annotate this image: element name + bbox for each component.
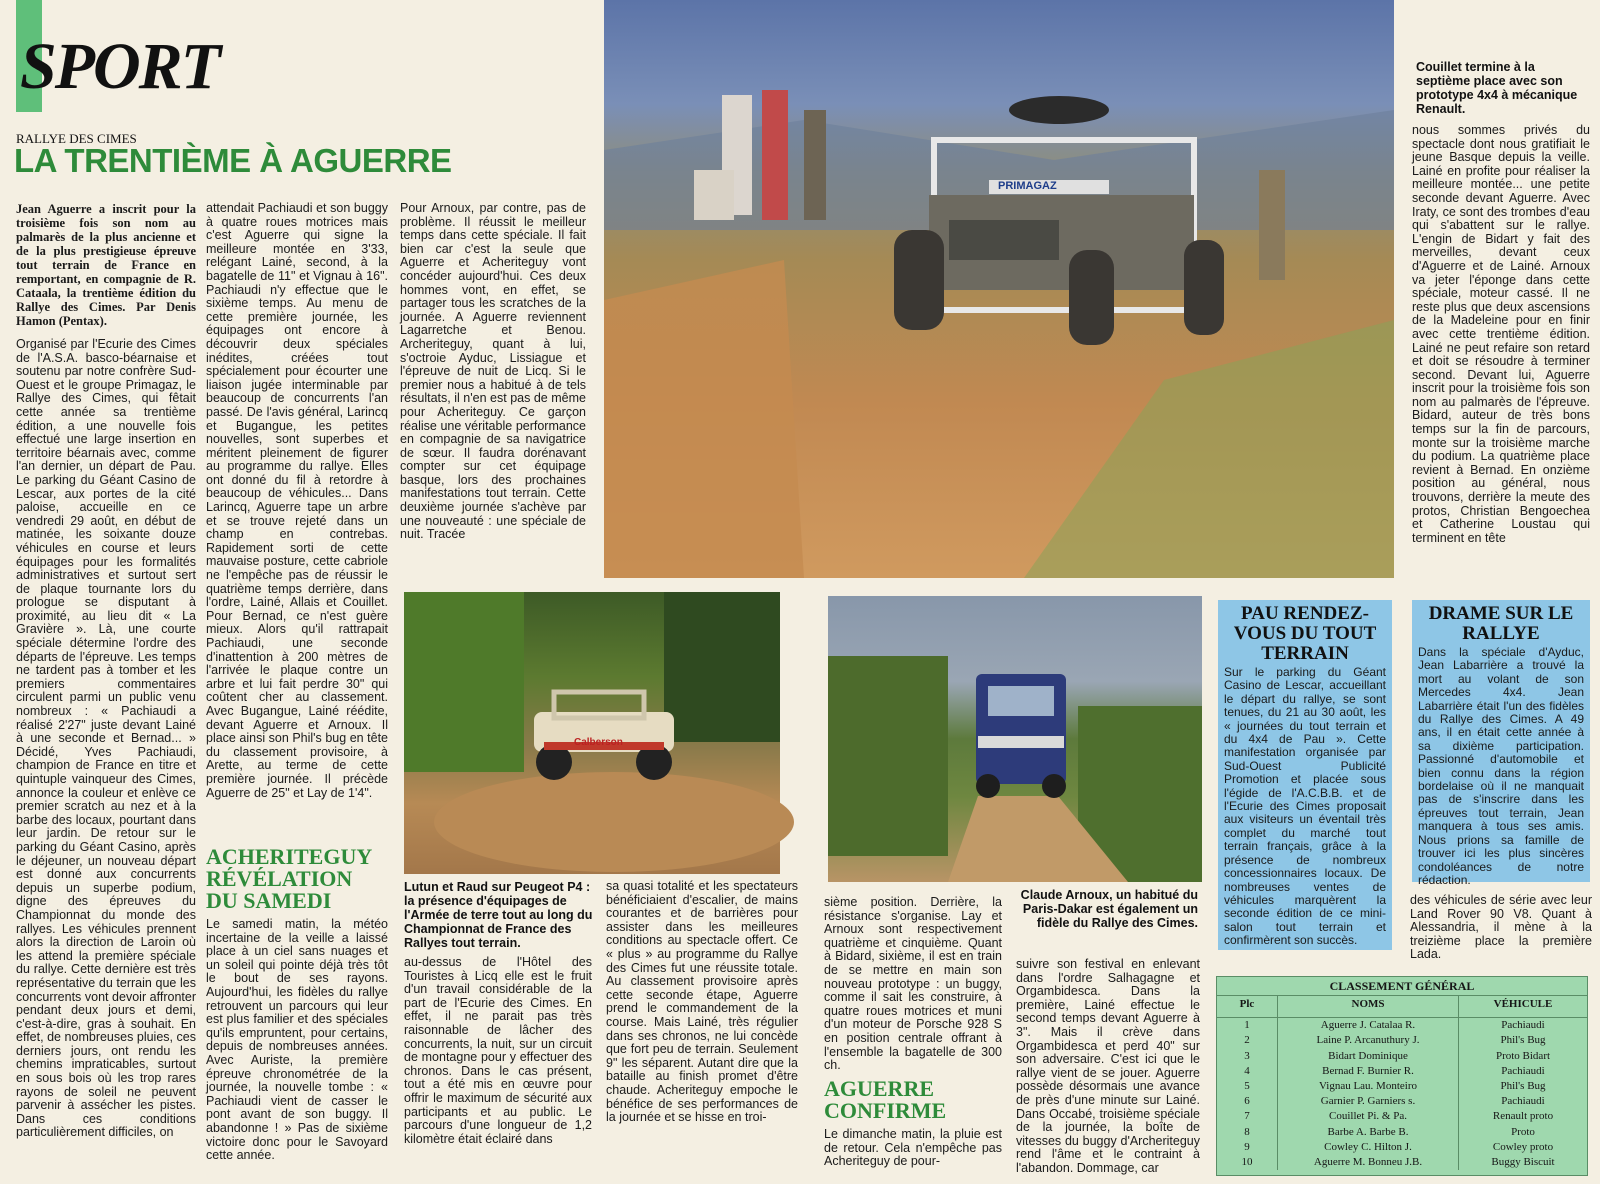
body-text: Le samedi matin, la météo incertaine de la veille a laissé place à un ciel sans nuages et un soleil qui pointe déjà très tôt le bout de ses rayons. Aujourd'hui, les fidèles du rallye retrouvent un parcours qui leur est plus familier et des spéciales qu'ils empruntent, pour certains, depuis de nombreuses années. Avec Auriste, la première épreuve chronométrée de la journée, la nouvelle tombe : « Pachiaudi vient de casser le pont avant de son buggy. Il abandonne ! » Pas de sixième victoire donc pour le Savoyard cette année.	[206, 917, 388, 1163]
cell-nom: Bernad F. Burnier R.	[1278, 1064, 1459, 1079]
cell-nom: Garnier P. Garniers s.	[1278, 1094, 1459, 1109]
cell-vehicule: Phil's Bug	[1500, 1034, 1546, 1047]
sidebar-box-pau	[1218, 600, 1392, 950]
cell-plc: 9	[1217, 1140, 1278, 1155]
cell-plc: 6	[1217, 1094, 1278, 1109]
cell-nom: Aguerre M. Bonneu J.B.	[1278, 1155, 1459, 1170]
cell-nom: Aguerre J. Catalaa R.	[1278, 1018, 1459, 1034]
cell-plc: 1	[1217, 1018, 1278, 1034]
cell-vehicule: Pachiaudi	[1501, 1095, 1545, 1108]
cell-plc: 10	[1217, 1155, 1278, 1170]
photo-arnoux	[828, 596, 1202, 882]
body-text: des véhicules de série avec leur Land Rover 90 V8. Quant à Alessandria, il mène à la treizième place la première Lada.	[1410, 893, 1592, 962]
caption-couillet: Couillet termine à la septième place avec son prototype 4x4 à mécanique Renault.	[1416, 60, 1578, 116]
table-row	[1217, 1033, 1587, 1048]
vehicle-sponsor-label: PRIMAGAZ	[998, 180, 1057, 192]
body-text: sa quasi totalité et les spectateurs bénéficiaient d'escalier, de mains courantes et de barrières pour assister dans les meilleures conditions au spectacle offert. Ce « plus » au programme du Rallye des Cimes fut une réussite totale. Au classement provisoire après cette seconde étape, Aguerre prend le commandement de la course. Mais Lainé, très régulier dans ses chronos, ne lui concède que fort peu de terrain. Seulement 9" les séparent. Autant dire que la bataille au finish promet d'être chaude. Acheriteguy empoche le bénéfice de ses performances de la journée et se hisse en troi-	[606, 879, 798, 1125]
classement-table	[1217, 996, 1587, 1170]
cell-vehicule: Proto	[1511, 1125, 1535, 1138]
article-column-2b	[206, 842, 388, 1180]
lede: Jean Aguerre a inscrit pour la troisième fois son nom au palmarès de la plus ancienne et de la plus prestigieuse épreuve tout terrain de France en remportant, en compagnie de R. Cataala, la trentième édition du Rallye des Cimes. Par Denis Hamon (Pentax).	[16, 202, 196, 328]
section-title: SPORT	[20, 30, 220, 103]
article-column-5	[824, 895, 1002, 1073]
article-column-8	[1410, 894, 1592, 964]
cell-vehicule: Pachiaudi	[1501, 1019, 1545, 1032]
table-row	[1217, 1079, 1587, 1094]
cell-nom: Bidart Dominique	[1278, 1049, 1459, 1064]
article-column-7	[1412, 124, 1590, 580]
cell-plc: 5	[1217, 1079, 1278, 1094]
cell-plc: 2	[1217, 1033, 1278, 1048]
cell-plc: 4	[1217, 1064, 1278, 1079]
article-column-5b	[824, 1074, 1002, 1180]
photo-scene	[828, 596, 1202, 882]
cell-nom: Laine P. Arcanuthury J.	[1278, 1033, 1459, 1048]
cell-plc: 8	[1217, 1125, 1278, 1140]
car-sponsor-label: Calberson	[574, 737, 623, 748]
cell-vehicule: Proto Bidart	[1495, 1049, 1551, 1062]
table-row	[1217, 1064, 1587, 1079]
caption-lutun: Lutun et Raud sur Peugeot P4 : la présence d'équipages de l'Armée de terre tout au long du Championnat de France des Rallyes tout terrain.	[404, 880, 593, 950]
article-column-3b	[404, 956, 592, 1180]
photo-lutun-peugeot	[404, 592, 780, 874]
body-text: au-dessus de l'Hôtel des Touristes à Licq elle est le fruit d'un travail considérable de la part de l'Ecurie des Cimes. En effet, il ne parait pas très raisonnable de lâcher des concurrents, la nuit, sur un circuit de montagne pour y effectuer des chronos. Dans le cas présent, tout a été mis en œuvre pour offrir le maximum de sécurité aux participants et au public. Le parcours d'une longueur de 1,2 kilomètre était éclairé dans	[404, 955, 592, 1146]
subhead-acheriteguy: ACHERITEGUY RÉVÉLATION DU SAMEDI	[206, 844, 373, 913]
table-row	[1217, 1109, 1587, 1124]
table-row	[1217, 1018, 1587, 1034]
box-pau-text: Sur le parking du Géant Casino de Lescar, accueillant le départ du rallye, se sont tenues, du 21 au 30 août, les « journées du tout terrain et du 4x4 de Pau ». Cette manifestation organisée par Sud-Ouest Publicité Promotion et placée sous l'égide de l'A.C.B.B. et de l'Ecurie des Cimes proposait aux visiteurs un éventail très complet du marché tout terrain français, grâce à la présence de nombreux concessionnaires locaux. De nombreuses ventes de véhicules marquèrent la seconde édition de ce mini-salon tout terrain et confirmèrent son succès.	[1224, 665, 1386, 948]
cell-plc: 3	[1217, 1049, 1278, 1064]
photo-scene	[404, 592, 780, 874]
rubric: RALLYE DES CIMES	[16, 131, 137, 146]
header-noms: NOMS	[1278, 996, 1459, 1018]
buggy-car	[534, 692, 674, 780]
cell-vehicule: Cowley proto	[1492, 1140, 1554, 1153]
box-drame-title: DRAME SUR LE RALLYE	[1428, 603, 1574, 644]
cell-vehicule: Phil's Bug	[1500, 1080, 1546, 1093]
photo-main-rally	[604, 0, 1394, 578]
box-pau-title: PAU RENDEZ-VOUS DU TOUT TERRAIN	[1233, 603, 1377, 664]
body-text: Le dimanche matin, la pluie est de retour. Cela n'empêche pas Acheriteguy de pour-	[824, 1127, 1002, 1169]
table-row	[1217, 1125, 1587, 1140]
cell-vehicule: Buggy Biscuit	[1491, 1156, 1555, 1169]
table-row	[1217, 1140, 1587, 1155]
caption-arnoux: Claude Arnoux, un habitué du Paris-Dakar est également un fidèle du Rallye des Cimes.	[1020, 888, 1198, 930]
photo-scene	[604, 0, 1394, 578]
table-header-row	[1217, 996, 1587, 1018]
rally-4x4-vehicle	[894, 96, 1224, 345]
article-column-3	[400, 202, 586, 580]
cell-vehicule: Pachiaudi	[1501, 1064, 1545, 1077]
cell-nom: Barbe A. Barbe B.	[1278, 1125, 1459, 1140]
body-text: Organisé par l'Ecurie des Cimes de l'A.S.A. basco-béarnaise et soutenu par notre confrère Sud-Ouest et le groupe Primagaz, le Rallye des Cimes, qui fêtait cette année sa trentième édition, a une nouvelle fois effectué une large insertion en territoire béarnais avec, comme l'an dernier, un départ de Pau. Le parking du Géant Casino de Lescar, aux portes de la cité paloise, accueille en ce vendredi 29 août, en début de matinée, les soixante douze véhicules en course et leurs équipages pour les formalités administratives et surtout sert de plaque tournante lors du prologue se disputant à proximité, au lieu dit « La Gravière ». Là, une courte spéciale détermine l'ordre des départs de l'épreuve. Les temps ne tardent pas à tomber et les premiers commentaires circulent parmi un public venu nombreux : « Pachiaudi a réalisé 2'27" juste devant Lainé à une seconde et Bernad... » Décidé, Yves Pachiaudi, champion de France en titre et quintuple vainqueur des Cimes, annonce la couleur et enlève ce premier scratch au nez et à la barbe des locaux, pourtant dans leur jardin. De retour sur le parking du Géant Casino, après le déjeuner, un nouveau départ est donné aux concurrents depuis un superbe podium, digne des épreuves du Championnat du monde des rallyes. Les véhicules prennent alors la direction de Laroin où les attend la première spéciale du rallye. Cette dernière est très représentative du terrain que les concurrents vont devoir affronter pendant deux jours et demi, c'est-à-dire, gras à souhait. En effet, de nombreuses pluies, ces derniers jours, ont rendu les chemins impraticables, surtout en sous bois où les trop rares rayons de soleil ne peuvent parvenir à assécher les pistes. Dans ces conditions particulièrement difficiles, on	[16, 337, 196, 1140]
body-text: Pour Arnoux, par contre, pas de problème. Il réussit le meilleur temps dans cette spéciale. Il fait bien car c'est la seule que Aguerre et Acheriteguy vont concéder aujourd'hui. Ces deux hommes vont, en effet, se partager tous les scratches de la journée. A Aguerre reviennent Lagarretche et Benou. Archeriteguy, quant à lui, s'octroie Ayduc, Lissiague et l'épreuve de nuit de Licq. Si le premier nous a habitué à de tels résultats, il n'en est pas de même pour Acheriteguy. Ce garçon réalise une véritable performance en compagnie de sa navigatrice de sœur. Il faudra dorénavant compter sur cet équipage basque, lors des prochaines manifestations tout terrain. Cette deuxième journée s'achève par une nouveauté : une spéciale de nuit. Tracée	[400, 201, 586, 542]
mercedes-4x4	[976, 674, 1066, 798]
headline: LA TRENTIÈME À AGUERRE	[14, 142, 452, 179]
body-text: sième position. Derrière, la résistance s'organise. Lay et Arnoux sont respectivement quatrième et cinquième. Quant à Bidard, sixième, il est en train de se mettre en main son nouveau prototype : un buggy, comme il sait les construire, à quatre roues motrices et muni d'un moteur de Porsche 928 S en position centrale offrant à l'ensemble la bagatelle de 300 ch.	[824, 895, 1002, 1073]
cell-plc: 7	[1217, 1109, 1278, 1124]
body-text: attendait Pachiaudi et son buggy à quatre roues motrices mais c'est Aguerre qui signe la meilleure montée en 3'33, relégant Lainé, second, à la bagatelle de 11" et Vignau à 16". Pachiaudi n'y effectue que le sixième temps. Au menu de cette première journée, les équipages ont encore à découvrir deux spéciales inédites, créées tout spécialement pour écourter une liaison jugée interminable par beaucoup de concurrents l'an passé. De l'avis général, Larincq et Bugangue, les petites nouvelles, sont superbes et méritent pleinement de figurer au programme du rallye. Elles ont donné du fil à retordre à beaucoup de véhicules... Dans Larincq, Aguerre tape un arbre et se trouve rejeté dans un champ en contrebas. Rapidement sorti de cette mauvaise posture, cette cabriole ne l'empêche pas de réussir le quatrième temps derrière, dans l'ordre, Lainé, Allais et Couillet. Pour Bernad, ce n'est guère mieux. Alors qu'il rattrapait Pachiaudi, une seconde d'inattention à 200 mètres de l'arrivée le plaque contre un arbre et lui fait perdre 30" qui coûtent cher au classement. Avec Bugangue, Lainé réédite, devant Aguerre et Arnoux. Il place ainsi son Phil's bug en tête du classement provisoire, à Arette, au terme de cette première journée. Il précède Aguerre de 25" et Lay de 1'4".	[206, 201, 388, 800]
cell-nom: Couillet Pi. & Pa.	[1278, 1109, 1459, 1124]
body-text: nous sommes privés du spectacle dont nous gratifiait le jeune Basque depuis la veille. Lainé en profite pour réaliser la meilleure montée... une petite seconde devant Aguerre. Avec Iraty, ce sont des trombes d'eau qui s'abattent sur le rallye. L'engin de Bidart y fait des merveilles, devant ceux d'Aguerre et de Lainé. Arnoux va jeter l'éponge dans cette spéciale, moteur cassé. Il ne reste plus que deux ascensions de la Madeleine pour en finir avec cette trentième édition. Lainé ne peut refaire son retard et doit se résoudre à terminer second. Devant lui, Aguerre inscrit pour la troisième fois son nom au palmarès de l'épreuve. Bidard, auteur de très bons temps sur la fin de parcours, monte sur la troisième marche du podium. La quatrième place revient à Bernad. En onzième position au général, nous trouvons, derrière la meute des protos, Christian Bengoechea et Catherine Loustau qui terminent en tête	[1412, 123, 1590, 545]
table-row	[1217, 1094, 1587, 1109]
table-row	[1217, 1155, 1587, 1170]
header-vehicule: VÉHICULE	[1493, 998, 1553, 1010]
subhead-aguerre-confirme: AGUERRE CONFIRME	[824, 1076, 947, 1123]
header-plc: Plc	[1217, 996, 1278, 1018]
article-column-1	[16, 202, 196, 1180]
article-column-4	[606, 880, 798, 1180]
body-text: suivre son festival en enlevant dans l'ordre Salhagagne et Orgambidesca. Dans la première, Lainé effectue le second temps devant Aguerre à 3". Mais il crève dans Orgambidesca et perd 40" sur son adversaire. C'est ici que le rallye vient de se jouer. Aguerre possède désormais une avance de près d'une minute sur Lainé. Dans Occabé, troisième spéciale de la journée, la boîte de vitesses du buggy d'Archeriteguy rend l'âme et le contraint à l'abandon. Dommage, car	[1016, 957, 1200, 1175]
classement-box	[1216, 976, 1588, 1176]
classement-title: CLASSEMENT GÉNÉRAL	[1217, 977, 1587, 996]
box-drame-text: Dans la spéciale d'Ayduc, Jean Labarrière a trouvé la mort au volant de son Mercedes 4x4. Jean Labarrière était l'un des fidèles du Rallye des Cimes. A 49 ans, il en était cette année à sa dixième participation. Passionné d'automobile et bien connu dans la région bordelaise où il ne manquait pas de s'inscrire dans les épreuves tout terrain, Jean manquera à tous ses amis. Nous prions sa famille de trouver ici les plus sincères condoléances de notre rédaction.	[1418, 645, 1584, 887]
cell-nom: Vignau Lau. Monteiro	[1278, 1079, 1459, 1094]
sidebar-box-drame	[1412, 600, 1590, 887]
cell-nom: Cowley C. Hilton J.	[1278, 1140, 1459, 1155]
article-column-2	[206, 202, 388, 842]
table-row	[1217, 1049, 1587, 1064]
cell-vehicule: Renault proto	[1492, 1110, 1554, 1123]
article-column-6	[1016, 958, 1200, 1180]
